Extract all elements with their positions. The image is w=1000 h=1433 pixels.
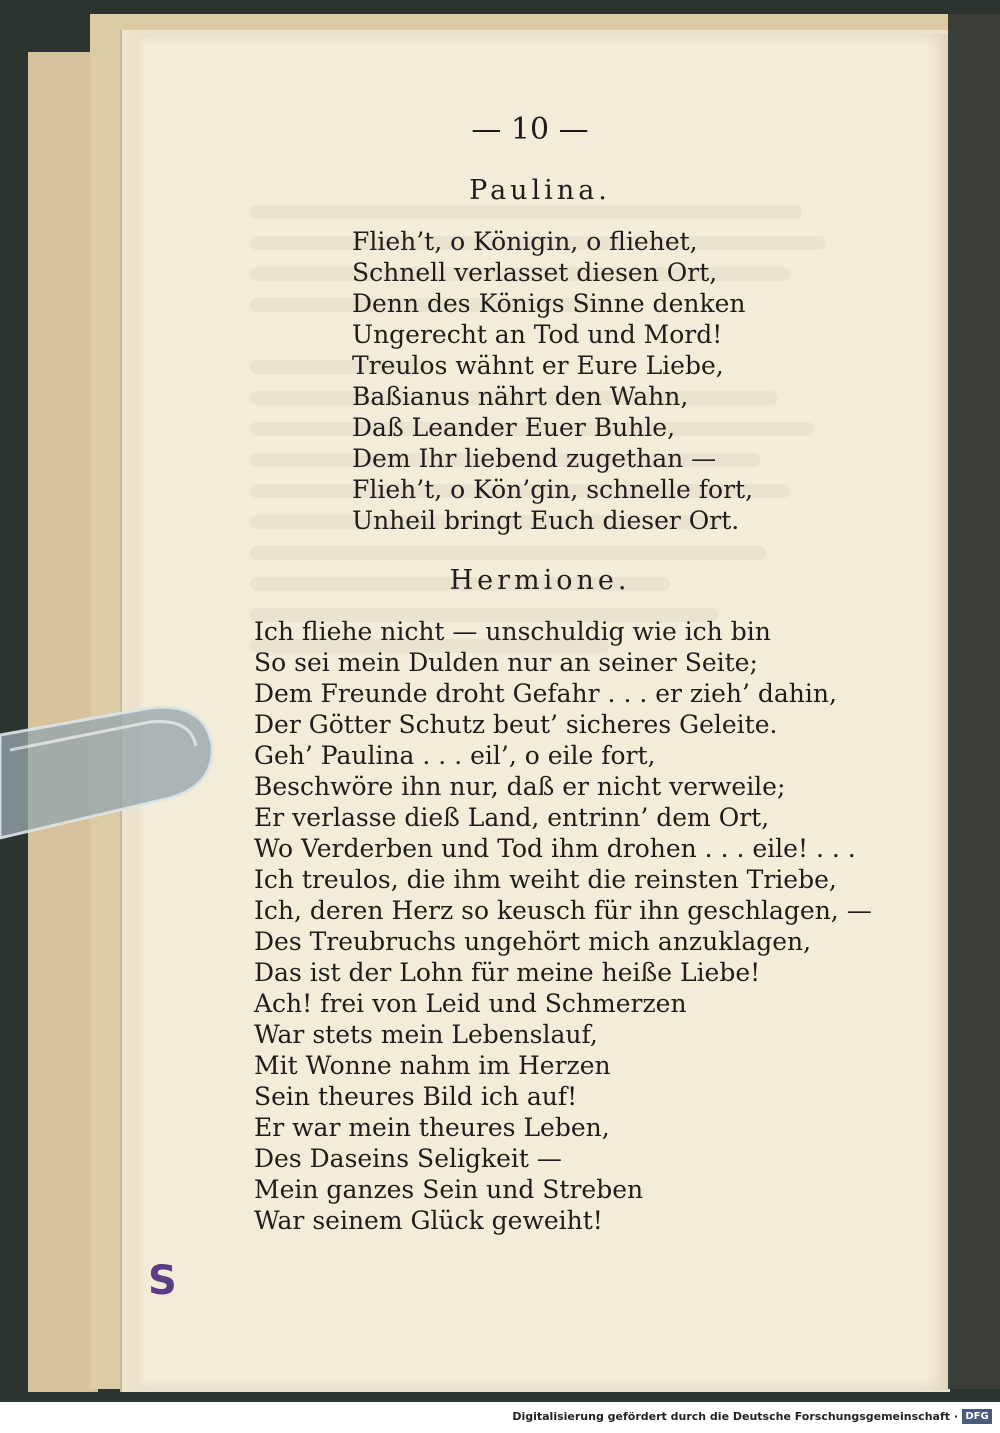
verse-line: War seinem Glück geweiht! <box>254 1206 603 1235</box>
verse-line: Er verlasse dieß Land, entrinn’ dem Ort, <box>254 803 770 832</box>
verse-paulina <box>352 226 753 536</box>
verse-line: Ach! frei von Leid und Schmerzen <box>254 989 687 1018</box>
verse-line: Des Treubruchs ungehört mich anzuklagen, <box>254 927 812 956</box>
page-number: — 10 — <box>471 112 589 147</box>
verse-line: Beschwöre ihn nur, daß er nicht verweile; <box>254 772 786 801</box>
footer-credit: Digitalisierung gefördert durch die Deutsche Forschungsgemeinschaft · <box>512 1410 958 1423</box>
verse-line: Ich fliehe nicht — unschuldig wie ich bin <box>254 617 771 646</box>
verse-line: Dem Freunde droht Gefahr . . . er zieh’ dahin, <box>254 679 837 708</box>
verse-line: So sei mein Dulden nur an seiner Seite; <box>254 648 758 677</box>
verse-line: War stets mein Lebenslauf, <box>254 1020 598 1049</box>
verse-line: Unheil bringt Euch dieser Ort. <box>352 506 740 535</box>
verse-line: Des Daseins Seligkeit — <box>254 1144 562 1173</box>
verse-line: Denn des Königs Sinne denken <box>352 289 746 318</box>
digitization-footer <box>0 1402 1000 1433</box>
library-stamp: S <box>148 1258 177 1304</box>
verse-line: Ich, deren Herz so keusch für ihn geschlagen, — <box>254 896 872 925</box>
speaker-heading-paulina: Paulina. <box>469 175 611 206</box>
verse-line: Das ist der Lohn für meine heiße Liebe! <box>254 958 761 987</box>
verse-line: Dem Ihr liebend zugethan — <box>352 444 717 473</box>
verse-line: Flieh’t, o Königin, o fliehet, <box>352 227 698 256</box>
verse-line: Schnell verlasset diesen Ort, <box>352 258 718 287</box>
verse-line: Flieh’t, o Kön’gin, schnelle fort, <box>352 475 754 504</box>
verse-line: Geh’ Paulina . . . eil’, o eile fort, <box>254 741 656 770</box>
verse-line: Daß Leander Euer Buhle, <box>352 413 676 442</box>
verse-line: Er war mein theures Leben, <box>254 1113 610 1142</box>
verse-line: Der Götter Schutz beut’ sicheres Geleite. <box>254 710 778 739</box>
verse-line: Wo Verderben und Tod ihm drohen . . . eile! . . . <box>254 834 856 863</box>
verse-line: Mit Wonne nahm im Herzen <box>254 1051 611 1080</box>
speaker-heading-hermione: Hermione. <box>449 565 631 596</box>
verse-line: Sein theures Bild ich auf! <box>254 1082 578 1111</box>
verse-line: Mein ganzes Sein und Streben <box>254 1175 644 1204</box>
verse-line: Ich treulos, die ihm weiht die reinsten Triebe, <box>254 865 837 894</box>
verse-line: Baßianus nährt den Wahn, <box>352 382 689 411</box>
dfg-logo: DFG <box>962 1409 992 1424</box>
verse-line: Treulos wähnt er Eure Liebe, <box>352 351 724 380</box>
verse-hermione <box>254 616 872 1236</box>
verse-line: Ungerecht an Tod und Mord! <box>352 320 723 349</box>
